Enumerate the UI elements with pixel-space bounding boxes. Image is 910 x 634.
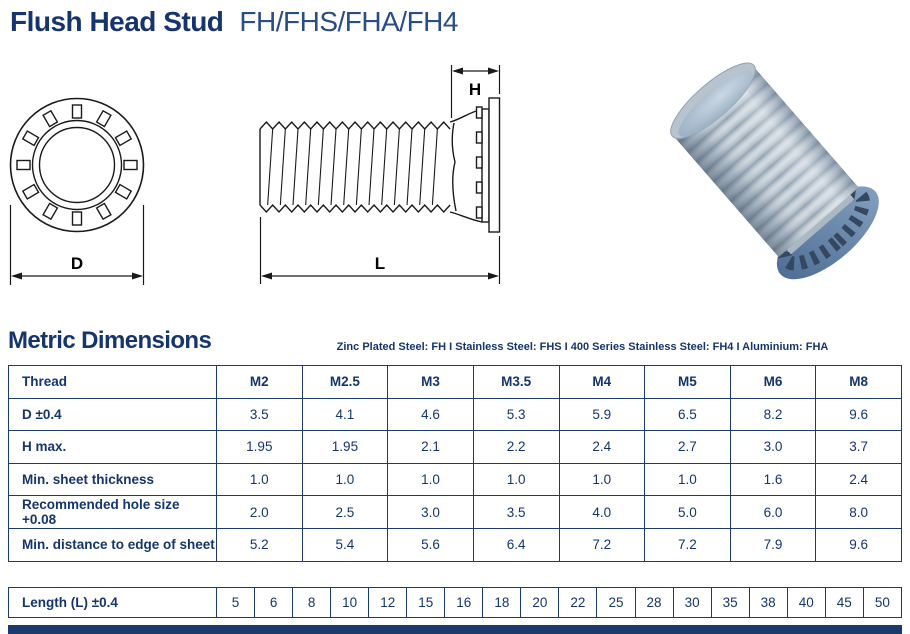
value-cell: 3.5 (473, 496, 559, 529)
thread-flank-line (293, 129, 298, 205)
metric-table (8, 365, 902, 562)
value-cell: 5.3 (473, 398, 559, 431)
length-table (8, 587, 902, 618)
length-table-row (9, 588, 902, 618)
column-header: M8 (816, 366, 902, 399)
value-cell: 9.6 (816, 398, 902, 431)
value-cell: 5.0 (645, 496, 731, 529)
thread-flank-line (331, 129, 336, 205)
head-ring-outer (33, 121, 122, 210)
dimension-d-lines (11, 205, 144, 285)
value-cell: 8.2 (730, 398, 816, 431)
thread-flank-line (356, 129, 361, 205)
length-value-cell: 22 (559, 588, 597, 618)
value-cell: 1.0 (473, 463, 559, 496)
metric-table-body (9, 366, 902, 562)
length-value-cell: 50 (863, 588, 901, 618)
value-cell: 4.6 (388, 398, 474, 431)
thread-flank-line (306, 129, 311, 205)
thread-flank-line (280, 129, 285, 205)
length-value-cell: 12 (369, 588, 407, 618)
value-cell: 2.2 (473, 431, 559, 464)
footer-bar (8, 625, 902, 634)
metric-table-row (9, 463, 902, 496)
thread-flank-line (432, 129, 437, 205)
value-cell: 1.6 (730, 463, 816, 496)
length-value-cell: 16 (445, 588, 483, 618)
metric-table-row (9, 398, 902, 431)
section-heading: Metric Dimensions (8, 327, 212, 354)
length-value-cell: 8 (293, 588, 331, 618)
length-value-cell: 30 (673, 588, 711, 618)
value-cell: 9.6 (816, 528, 902, 561)
length-value-cell: 45 (825, 588, 863, 618)
value-cell: 1.0 (559, 463, 645, 496)
value-cell: 5.9 (559, 398, 645, 431)
arrowhead-h-right (488, 68, 499, 75)
value-cell: 7.9 (730, 528, 816, 561)
value-cell: 1.95 (302, 431, 388, 464)
column-header: M4 (559, 366, 645, 399)
value-cell: 5.4 (302, 528, 388, 561)
page-header (10, 6, 458, 38)
value-cell: 2.4 (559, 431, 645, 464)
value-cell: 4.0 (559, 496, 645, 529)
front-view-drawing (0, 85, 162, 297)
product-photo (655, 45, 910, 300)
length-value-cell: 20 (521, 588, 559, 618)
value-cell: 1.0 (302, 463, 388, 496)
row-label: Min. sheet thickness (9, 463, 217, 496)
row-label: D ±0.4 (9, 398, 217, 431)
arrowhead-l-left (261, 273, 272, 280)
thread-flank-line (394, 129, 399, 205)
value-cell: 6.4 (473, 528, 559, 561)
value-cell: 6.0 (730, 496, 816, 529)
metric-table-row (9, 496, 902, 529)
side-view-drawing (235, 52, 520, 292)
dimension-l-lines (261, 217, 500, 284)
part-codes: FH/FHS/FHA/FH4 (239, 6, 458, 37)
head-height-dim-label: H (468, 80, 482, 99)
value-cell: 1.0 (388, 463, 474, 496)
arrowhead-l-right (488, 273, 499, 280)
materials-legend: Zinc Plated Steel: FH I Stainless Steel: FHS I 400 Series Stainless Steel: FH4 I Aluminium: FHA (336, 341, 829, 353)
value-cell: 3.5 (217, 398, 303, 431)
length-value-cell: 15 (407, 588, 445, 618)
row-label: H max. (9, 431, 217, 464)
value-cell: 2.4 (816, 463, 902, 496)
surface-break-line (452, 123, 456, 211)
thread-bottom-edge (260, 205, 450, 212)
value-cell: 4.1 (302, 398, 388, 431)
column-header: M5 (645, 366, 731, 399)
arrowhead-left (11, 273, 22, 280)
value-cell: 2.7 (645, 431, 731, 464)
value-cell: 1.95 (217, 431, 303, 464)
arrowhead-right (132, 273, 143, 280)
column-header: M6 (730, 366, 816, 399)
metric-table-row (9, 528, 902, 561)
column-header: M3 (388, 366, 474, 399)
arrowhead-h-left (452, 68, 463, 75)
length-value-cell: 6 (255, 588, 293, 618)
side-knurl-teeth (477, 107, 483, 218)
value-cell: 1.0 (645, 463, 731, 496)
thread-flank-line (268, 129, 273, 205)
thread-flank-line (344, 129, 349, 205)
value-cell: 1.0 (217, 463, 303, 496)
length-value-cell: 10 (331, 588, 369, 618)
metric-table-header-row (9, 366, 902, 399)
value-cell: 3.7 (816, 431, 902, 464)
thread-flank-line (407, 129, 412, 205)
value-cell: 2.1 (388, 431, 474, 464)
thread-flank-line (420, 129, 425, 205)
length-value-cell: 40 (787, 588, 825, 618)
value-cell: 6.5 (645, 398, 731, 431)
row-label-thread: Thread (9, 366, 217, 399)
row-label: Recommended hole size +0.08 (9, 496, 217, 529)
flange-plate (489, 98, 500, 232)
length-value-cell: 18 (483, 588, 521, 618)
column-header: M2.5 (302, 366, 388, 399)
value-cell: 8.0 (816, 496, 902, 529)
row-label: Min. distance to edge of sheet (9, 528, 217, 561)
page-title: Flush Head Stud (10, 6, 224, 37)
thread-flank-line (382, 129, 387, 205)
value-cell: 7.2 (559, 528, 645, 561)
value-cell: 3.0 (388, 496, 474, 529)
value-cell: 2.5 (302, 496, 388, 529)
thread-flank-lines (268, 129, 438, 205)
length-value-cell: 38 (749, 588, 787, 618)
length-value-cell: 28 (635, 588, 673, 618)
length-dim-label: L (374, 254, 386, 273)
column-header: M3.5 (473, 366, 559, 399)
length-table-body (9, 588, 902, 618)
knurl-teeth (17, 105, 137, 225)
thread-flank-line (318, 129, 323, 205)
value-cell: 5.2 (217, 528, 303, 561)
knurl-strip (482, 109, 489, 222)
metric-table-row (9, 431, 902, 464)
head-ring-inner (40, 128, 115, 203)
thread-flank-line (369, 129, 374, 205)
column-header: M2 (217, 366, 303, 399)
thread-top-edge (260, 122, 450, 129)
value-cell: 7.2 (645, 528, 731, 561)
row-label-length: Length (L) ±0.4 (9, 588, 217, 618)
value-cell: 3.0 (730, 431, 816, 464)
diameter-dim-label: D (70, 254, 84, 273)
value-cell: 2.0 (217, 496, 303, 529)
length-value-cell: 25 (597, 588, 635, 618)
length-value-cell: 35 (711, 588, 749, 618)
length-value-cell: 5 (217, 588, 255, 618)
value-cell: 5.6 (388, 528, 474, 561)
stud-render-group (655, 47, 894, 296)
